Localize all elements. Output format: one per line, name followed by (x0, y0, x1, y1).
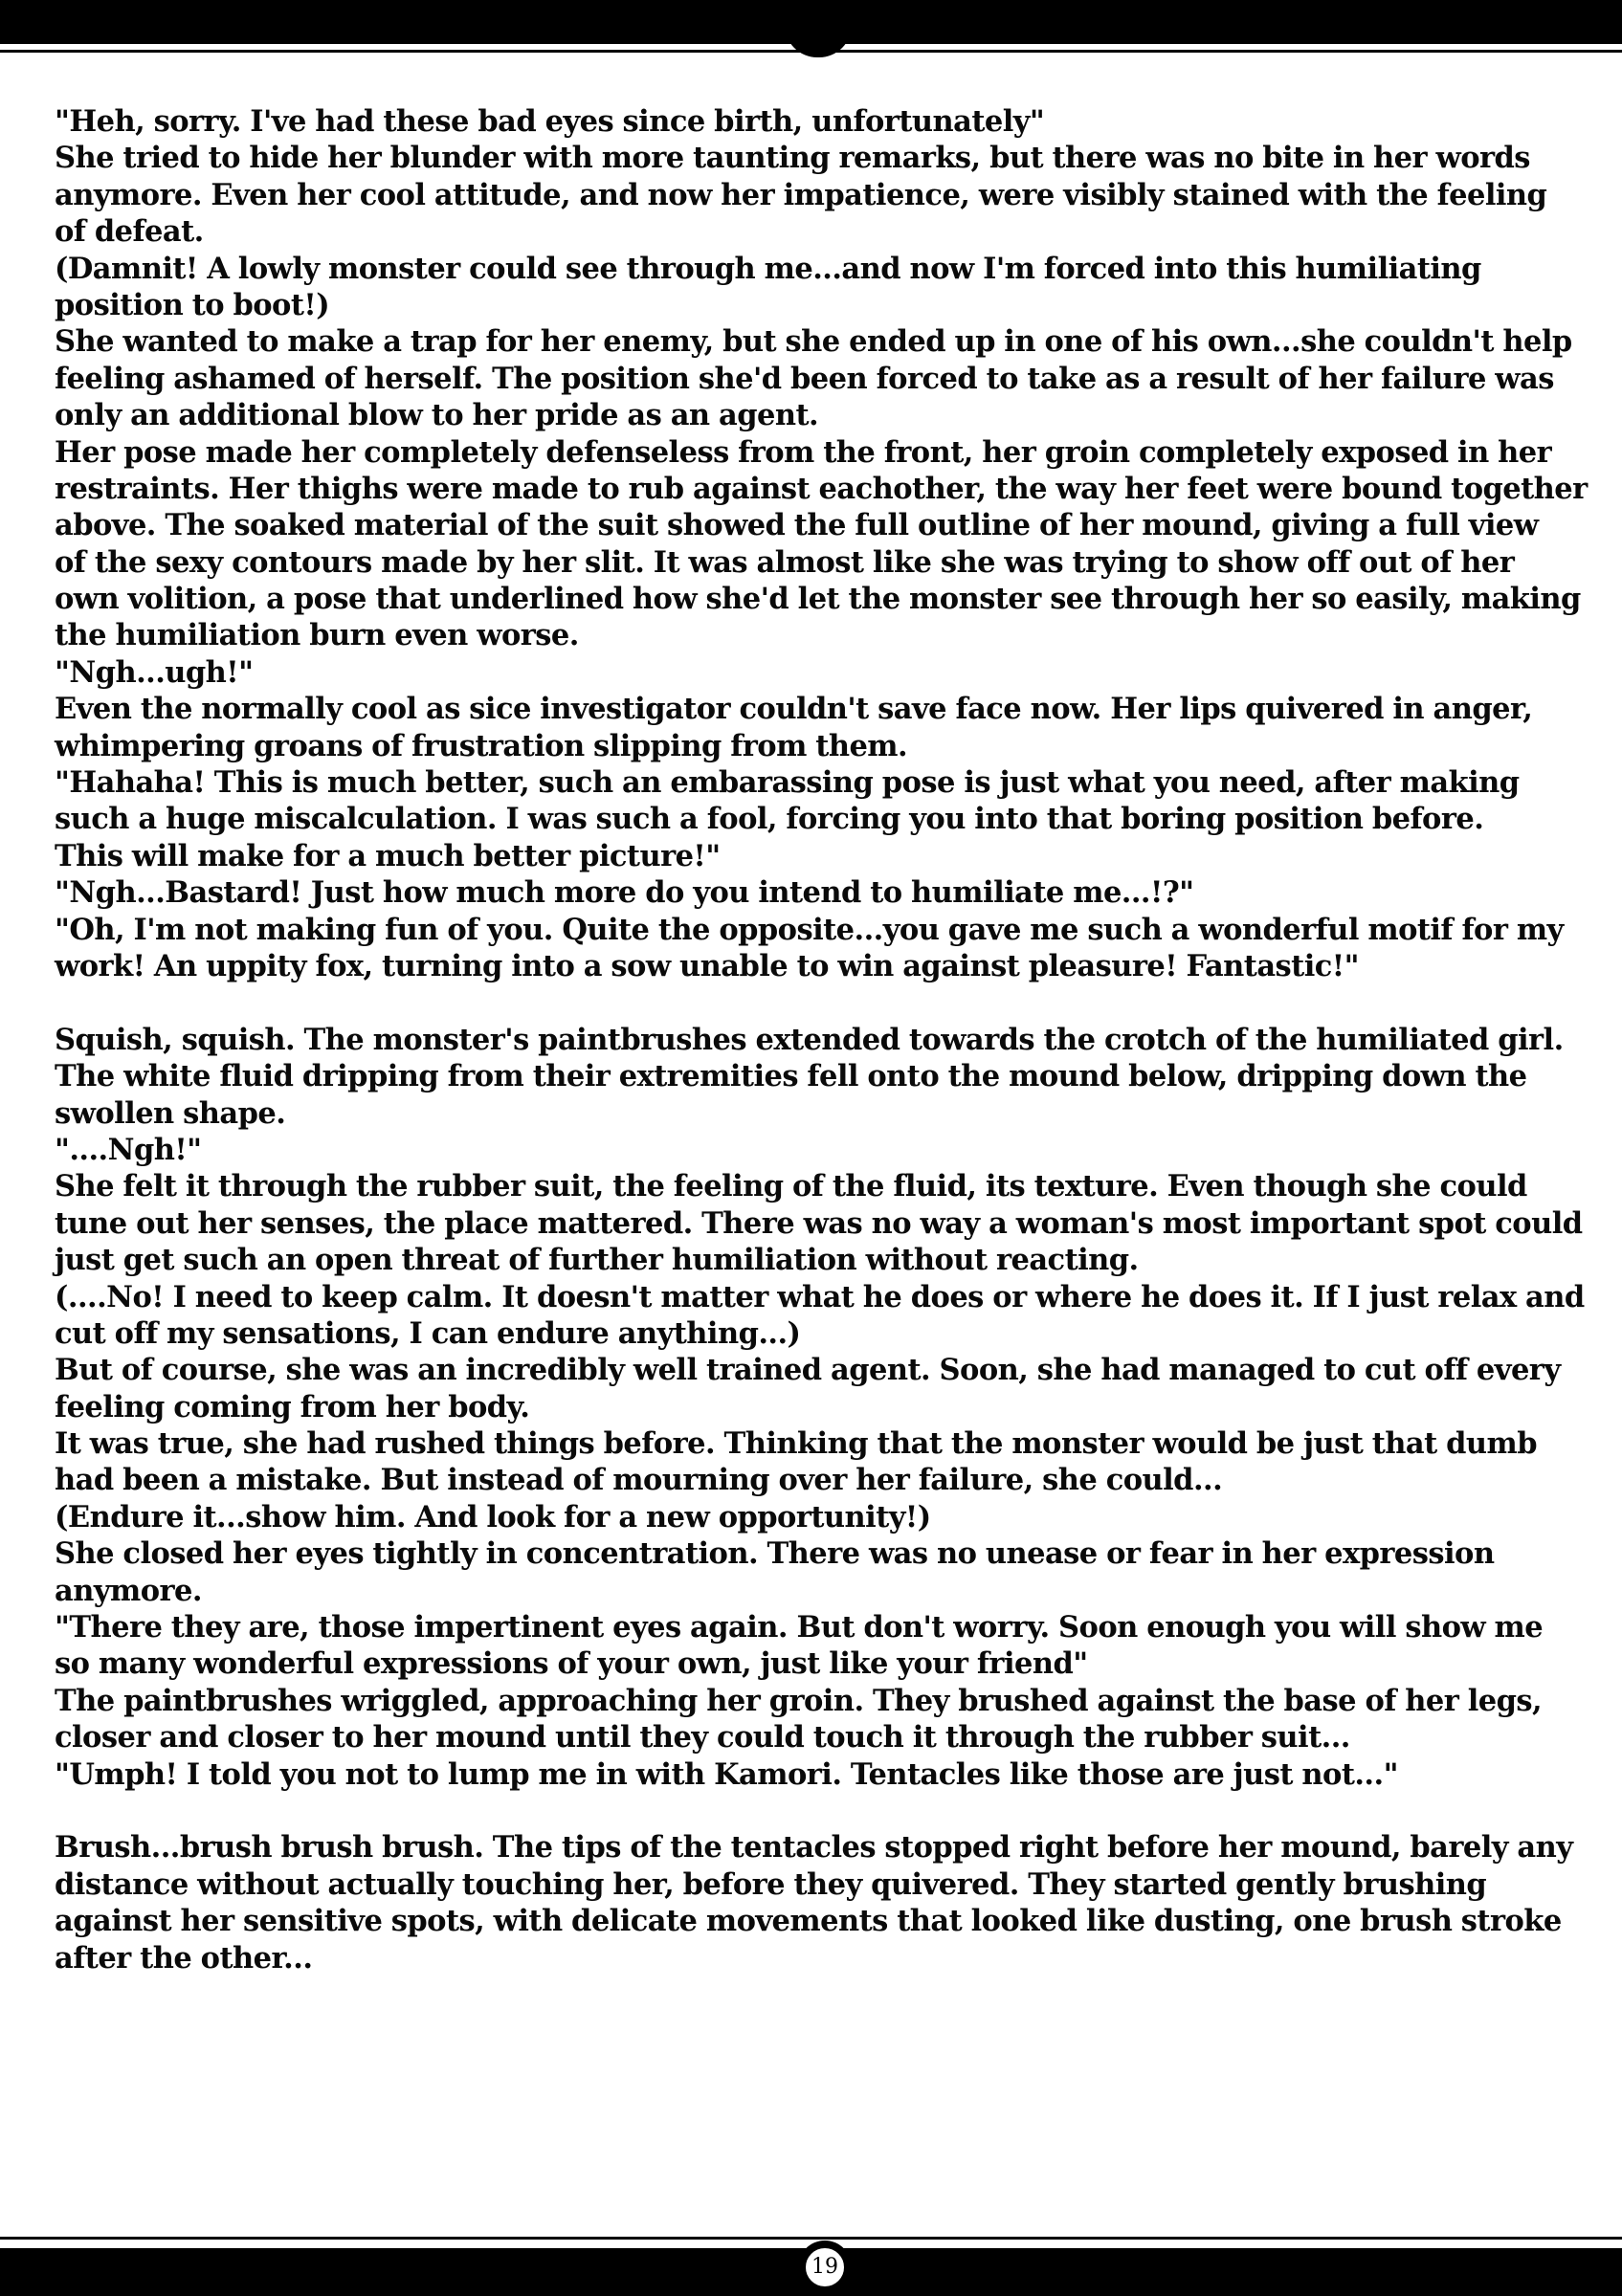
text-line: feeling coming from her body. (55, 1389, 530, 1424)
text-line: "Ngh...ugh!" (55, 654, 254, 690)
text-line: Even the normally cool as sice investigator couldn't save face now. Her lips quivered in anger, (55, 692, 1533, 727)
text-line: such a huge miscalculation. I was such a fool, forcing you into that boring position before. (55, 802, 1484, 837)
text-line: distance without actually touching her, before they quivered. They started gently brushing (55, 1866, 1487, 1902)
text-line: cut off my sensations, I can endure anything...) (55, 1315, 801, 1351)
text-line: She felt it through the rubber suit, the feeling of the fluid, its texture. Even though she could (55, 1169, 1527, 1204)
text-line: She tried to hide her blunder with more taunting remarks, but there was no bite in her words (55, 141, 1530, 176)
text-line: Squish, squish. The monster's paintbrushes extended towards the crotch of the humiliated girl. (55, 1022, 1564, 1057)
text-line: It was true, she had rushed things before. Thinking that the monster would be just that dumb (55, 1426, 1538, 1462)
text-line: "Hahaha! This is much better, such an embarassing pose is just what you need, after making (55, 765, 1520, 801)
text-line: had been a mistake. But instead of mourning over her failure, she could... (55, 1463, 1223, 1498)
text-line: own volition, a pose that underlined how she'd let the monster see through her so easily, making (55, 582, 1581, 617)
text-line: feeling ashamed of herself. The position she'd been forced to take as a result of her failure was (55, 361, 1554, 396)
text-line: against her sensitive spots, with delicate movements that looked like dusting, one brush stroke (55, 1904, 1562, 1939)
text-line: closer and closer to her mound until they could touch it through the rubber suit... (55, 1720, 1350, 1755)
text-line: only an additional blow to her pride as an agent. (55, 398, 819, 433)
text-line: after the other... (55, 1940, 313, 1976)
text-line: of defeat. (55, 214, 204, 250)
text-line: Brush...brush brush brush. The tips of the tentacles stopped right before her mound, barely any (55, 1830, 1573, 1866)
text-line: She closed her eyes tightly in concentration. There was no unease or fear in her expression (55, 1536, 1495, 1572)
text-line: But of course, she was an incredibly well trained agent. Soon, she had managed to cut off every (55, 1353, 1561, 1388)
paragraph-gap (55, 1793, 1590, 1829)
text-line: just get such an open threat of further humiliation without reacting. (55, 1243, 1139, 1278)
text-line: "There they are, those impertinent eyes again. But don't worry. Soon enough you will show me (55, 1610, 1544, 1645)
text-line: restraints. Her thighs were made to rub against eachother, the way her feet were bound together (55, 471, 1588, 506)
text-line: (Endure it...show him. And look for a new opportunity!) (55, 1499, 931, 1534)
text-line: She wanted to make a trap for her enemy, but she ended up in one of his own...she couldn't help (55, 324, 1572, 360)
text-line: whimpering groans of frustration slipping from them. (55, 728, 908, 763)
text-line: "Umph! I told you not to lump me in with Kamori. Tentacles like those are just not..." (55, 1756, 1398, 1792)
story-text (55, 103, 1590, 1976)
text-line: This will make for a much better picture!" (55, 838, 721, 873)
text-line: above. The soaked material of the suit showed the full outline of her mound, giving a full view (55, 508, 1539, 543)
text-line: "....Ngh!" (55, 1132, 202, 1167)
page-number: 19 (804, 2246, 846, 2288)
text-line: position to boot!) (55, 287, 330, 322)
text-line: The white fluid dripping from their extremities fell onto the mound below, dripping down the (55, 1059, 1527, 1094)
text-line: (....No! I need to keep calm. It doesn't matter what he does or where he does it. If I just relax and (55, 1279, 1585, 1314)
text-line: (Damnit! A lowly monster could see through me...and now I'm forced into this humiliating (55, 251, 1481, 286)
text-line: swollen shape. (55, 1095, 286, 1131)
text-line: "Heh, sorry. I've had these bad eyes since birth, unfortunately" (55, 104, 1045, 139)
text-line: work! An uppity fox, turning into a sow unable to win against pleasure! Fantastic!" (55, 948, 1359, 983)
text-line: Her pose made her completely defenseless from the front, her groin completely exposed in her (55, 434, 1552, 470)
text-line: tune out her senses, the place mattered. There was no way a woman's most important spot could (55, 1205, 1583, 1241)
text-line: The paintbrushes wriggled, approaching her groin. They brushed against the base of her legs, (55, 1683, 1543, 1718)
footer-rule (0, 2237, 1622, 2240)
text-line: "Oh, I'm not making fun of you. Quite the opposite...you gave me such a wonderful motif for my (55, 912, 1564, 947)
text-line: so many wonderful expressions of your own, just like your friend" (55, 1646, 1088, 1682)
text-line: anymore. Even her cool attitude, and now her impatience, were visibly stained with the feeling (55, 177, 1547, 212)
paragraph-gap (55, 984, 1590, 1021)
text-line: anymore. (55, 1573, 202, 1608)
text-line: "Ngh...Bastard! Just how much more do you intend to humiliate me...!?" (55, 875, 1194, 911)
text-line: the humiliation burn even worse. (55, 618, 579, 653)
text-line: of the sexy contours made by her slit. It was almost like she was trying to show off out of her (55, 544, 1515, 580)
